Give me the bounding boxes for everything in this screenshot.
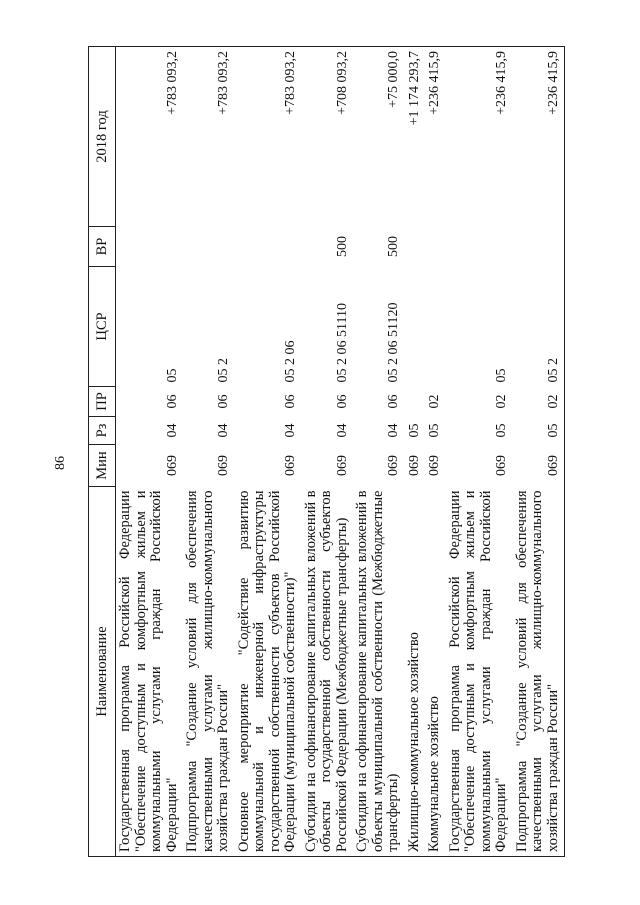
- row-rz: 05: [513, 417, 565, 445]
- row-min: 069: [386, 455, 401, 476]
- row-rz: 04: [164, 423, 180, 438]
- row-rz: 05: [427, 423, 442, 438]
- row-rz: 05: [494, 423, 509, 438]
- header-pr: ПР: [89, 387, 116, 417]
- table-row: [405, 47, 426, 857]
- row-csr: 05 2 06 51110: [334, 303, 350, 383]
- row-rz: 04: [386, 423, 401, 438]
- row-vr: [183, 227, 235, 267]
- row-rz: 04: [216, 423, 231, 438]
- row-vr: [513, 227, 565, 267]
- row-pr: [405, 387, 426, 417]
- row-pr: 06: [334, 394, 350, 409]
- row-rz: 04: [334, 423, 350, 438]
- row-pr: 02: [427, 394, 442, 409]
- header-csr: ЦСР: [89, 267, 116, 387]
- row-rz: 04: [283, 423, 298, 438]
- table-row: [116, 47, 184, 857]
- row-pr: 02: [494, 394, 509, 409]
- row-amount: +783 093,2: [116, 47, 184, 227]
- header-vr: ВР: [89, 227, 116, 267]
- row-min: 069: [406, 455, 422, 476]
- table-row: [425, 47, 446, 857]
- budget-table: [88, 46, 565, 857]
- table-row: [446, 47, 513, 857]
- row-csr: 05 2: [216, 358, 231, 383]
- row-csr: 05: [164, 368, 180, 383]
- row-amount: +236 415,9: [425, 47, 446, 227]
- table-row: [302, 47, 354, 857]
- row-name: Субсидии на софинансирование капитальных вложений в объекты муниципальной собственности (Межбюджетные трансферты): [353, 487, 405, 857]
- row-name: Субсидии на софинансирование капитальных вложений в объекты государственной собственности субъектов Российской Федерации (Межбюджетные трансферты): [302, 487, 354, 857]
- row-vr: 500: [386, 236, 401, 257]
- row-vr: 500: [334, 236, 350, 257]
- row-csr: 05 2: [513, 267, 565, 387]
- row-amount: +783 093,2: [235, 47, 302, 227]
- row-vr: [446, 227, 513, 267]
- header-row: [89, 47, 116, 857]
- row-pr: 02: [513, 387, 565, 417]
- row-min: 069: [427, 455, 442, 476]
- row-name: Коммунальное хозяйство: [425, 487, 446, 857]
- row-pr: 06: [386, 394, 401, 409]
- row-vr: [425, 227, 446, 267]
- row-name: Государственная программа Российской Федерации "Обеспечение доступным и комфортным жильем и коммунальными услугами граждан Российской Федерации": [116, 487, 184, 857]
- table-row: [353, 47, 405, 857]
- row-amount: +708 093,2: [302, 47, 354, 227]
- rotated-table-container: [88, 47, 593, 857]
- row-csr: [425, 267, 446, 387]
- row-name: Подпрограмма "Создание условий для обеспечения качественными услугами жилищно-коммунального хозяйства граждан России": [183, 487, 235, 857]
- row-name: Государственная программа Российской Федерации "Обеспечение доступным и комфортным жильем и коммунальными услугами граждан Российской Федерации": [446, 487, 513, 857]
- row-amount: +75 000,0: [353, 47, 405, 227]
- row-name: Жилищно-коммунальное хозяйство: [405, 487, 426, 857]
- row-csr: [405, 267, 426, 387]
- row-name: Основное мероприятие "Содействие развитию коммунальной и инженерной инфраструктуры государственной собственности субъектов Российской Федерации (муниципальной собственности)": [235, 487, 302, 857]
- row-pr: 06: [216, 394, 231, 409]
- table-row: [235, 47, 302, 857]
- header-min: Мин: [89, 445, 116, 487]
- table-row: [513, 47, 565, 857]
- row-csr: 05: [494, 368, 509, 383]
- row-csr: 05 2 06 51120: [386, 302, 401, 383]
- row-min: 069: [216, 455, 231, 476]
- row-amount: +783 093,2: [183, 47, 235, 227]
- row-min: 069: [334, 455, 350, 476]
- row-min: 069: [164, 455, 180, 476]
- row-pr: 06: [164, 394, 180, 409]
- row-rz: 05: [406, 423, 422, 438]
- row-vr: [405, 227, 426, 267]
- header-year: 2018 год: [89, 47, 116, 227]
- header-rz: Рз: [89, 417, 116, 445]
- table-row: [183, 47, 235, 857]
- row-csr: 05 2 06: [283, 340, 298, 383]
- row-amount: +236 415,9: [513, 47, 565, 227]
- row-vr: [235, 227, 302, 267]
- row-amount: +1 174 293,7: [405, 47, 426, 227]
- header-name: Наименование: [89, 487, 116, 857]
- row-vr: [116, 227, 184, 267]
- row-pr: 06: [283, 394, 298, 409]
- row-name: Подпрограмма "Создание условий для обеспечения качественными услугами жилищно-коммунального хозяйства граждан России": [513, 487, 565, 857]
- row-amount: +236 415,9: [446, 47, 513, 227]
- row-min: 069: [494, 455, 509, 476]
- row-min: 069: [513, 445, 565, 487]
- row-min: 069: [283, 455, 298, 476]
